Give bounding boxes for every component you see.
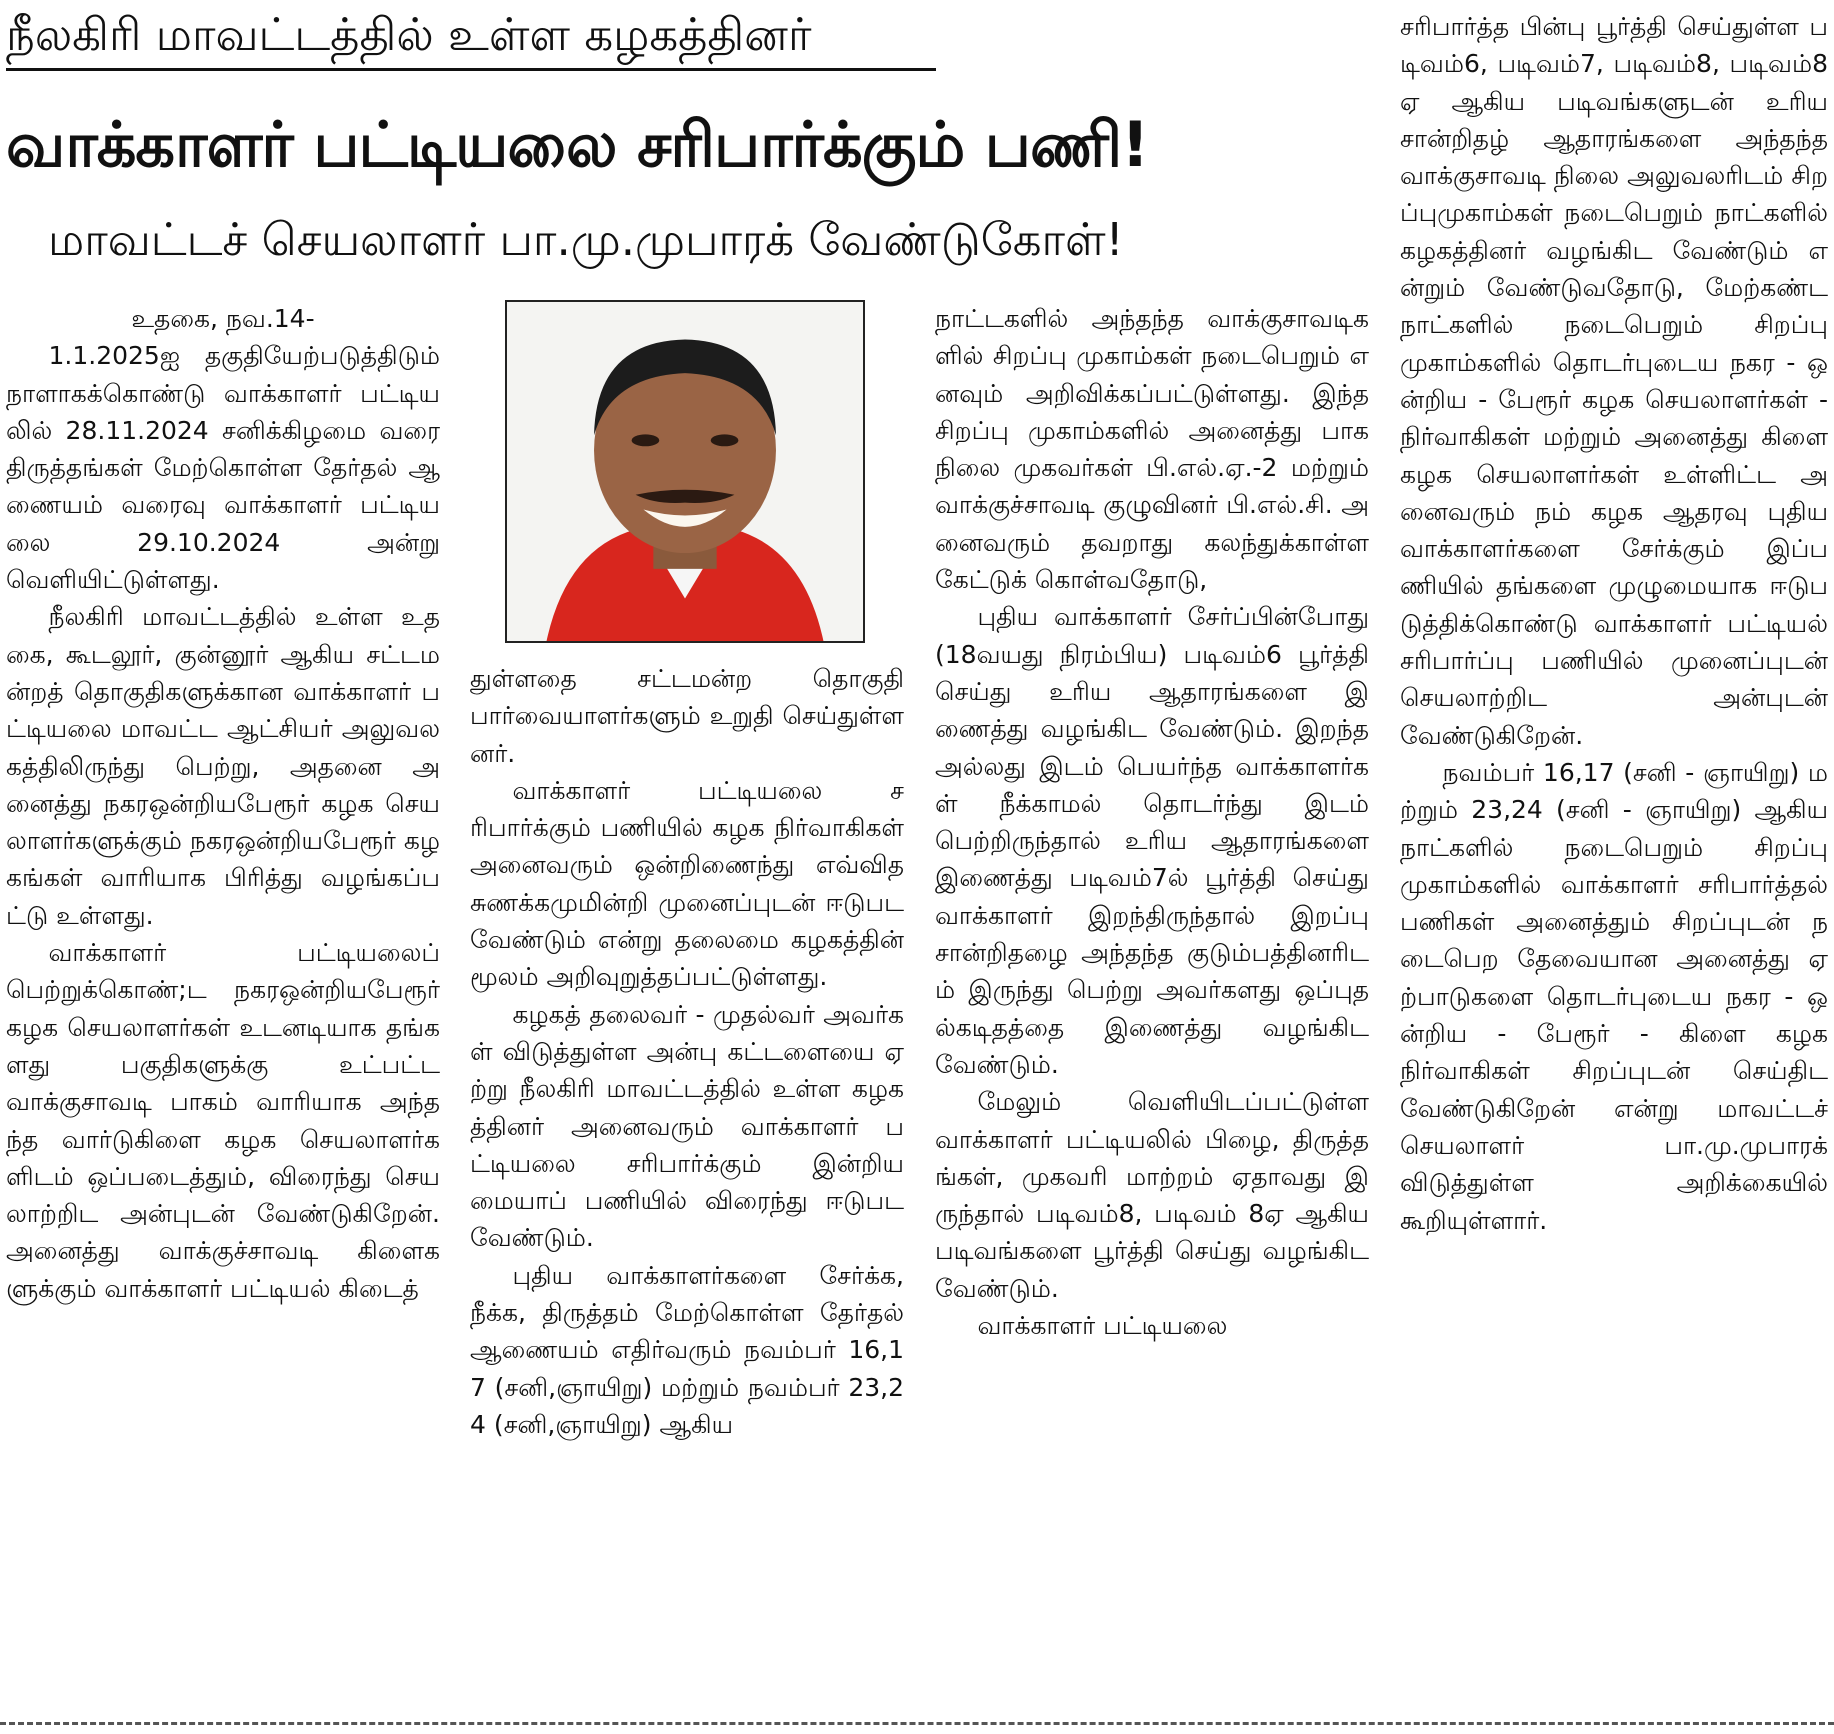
portrait-icon <box>507 302 863 641</box>
paragraph: கழகத் தலைவர் - முதல்வர் அவர்கள் விடுத்துள்ள அன்பு கட்டளையை ஏற்று நீலகிரி மாவட்டத்தில் உள்ள கழகத்தினர் அனைவரும் வாக்காளர் பட்டியலை சரிபார்க்கும் இன்றியமையாப் பணியில் விரைந்து ஈடுபட வேண்டும். <box>470 999 904 1253</box>
paragraph: துள்ளதை சட்டமன்ற தொகுதி பார்வையாளர்களும் உறுதி செய்துள்ளனர். <box>470 664 904 768</box>
paragraph: புதிய வாக்காளர்களை சேர்க்க, நீக்க, திருத்தம் மேற்கொள்ள தேர்தல் ஆணையம் எதிர்வரும் நவம்பர் 16,17 (சனி,ஞாயிறு) மற்றும் நவம்பர் 23,24 (சனி,ஞாயிறு) ஆகிய <box>470 1260 904 1439</box>
paragraph: நீலகிரி மாவட்டத்தில் உள்ள உதகை, கூடலூர், குன்னூர் ஆகிய சட்டமன்றத் தொகுதிகளுக்கான வாக்காளர் பட்டியலை மாவட்ட ஆட்சியர் அலுவலகத்திலிருந்து பெற்று, அதனை அனைத்து நகரஒன்றியபேரூர் கழக செயலாளர்களுக்கும் நகரஒன்றியபேரூர் கழகங்கள் வாரியாக பிரித்து வழங்கப்பட்டு உள்ளது. <box>6 602 440 930</box>
portrait-photo <box>505 300 865 643</box>
kicker-headline: நீலகிரி மாவட்டத்தில் உள்ள கழகத்தினர் <box>6 4 936 71</box>
article-column-2 <box>470 660 904 1715</box>
paragraph: சரிபார்த்த பின்பு பூர்த்தி செய்துள்ள படிவம்6, படிவம்7, படிவம்8, படிவம்8ஏ ஆகிய படிவங்களுடன் உரிய சான்றிதழ் ஆதாரங்களை அந்தந்த வாக்குசாவடி நிலை அலுவலரிடம் சிறப்புமுகாம்கள் நடைபெறும் நாட்களில் கழகத்தினர் வழங்கிட வேண்டும் என்றும் வேண்டுவதோடு, மேற்கண்ட நாட்களில் நடைபெறும் சிறப்பு முகாம்களில் தொடர்புடைய நகர - ஒன்றிய - பேரூர் கழக செயலாளர்கள் - நிர்வாகிகள் மற்றும் அனைத்து கிளை கழக செயலாளர்கள் உள்ளிட்ட அனைவரும் நம் கழக ஆதரவு புதிய வாக்காளர்களை சேர்க்கும் இப்பணியில் தங்களை முழுமையாக ஈடுபடுத்திக்கொண்டு வாக்காளர் பட்டியல் சரிபார்ப்பு பணியில் முனைப்புடன் செயலாற்றிட அன்புடன் வேண்டுகிறேன். <box>1400 12 1828 750</box>
paragraph: 1.1.2025ஐ தகுதியேற்படுத்திடும் நாளாகக்கொண்டு வாக்காளர் பட்டியலில் 28.11.2024 சனிக்கிழமை வரை திருத்தங்கள் மேற்கொள்ள தேர்தல் ஆணையம் வரைவு வாக்காளர் பட்டியலை 29.10.2024 அன்று வெளியிட்டுள்ளது. <box>6 341 440 595</box>
article-column-1 <box>6 300 440 1715</box>
paragraph: மேலும் வெளியிடப்பட்டுள்ள வாக்காளர் பட்டியலில் பிழை, திருத்தங்கள், முகவரி மாற்றம் ஏதாவது இருந்தால் படிவம்8, படிவம் 8ஏ ஆகிய படிவங்களை பூர்த்தி செய்து வழங்கிட வேண்டும். <box>935 1087 1369 1303</box>
sub-headline: மாவட்டச் செயலாளர் பா.மு.முபாரக் வேண்டுகோள்! <box>48 213 1124 266</box>
paragraph: நாட்டகளில் அந்தந்த வாக்குசாவடிகளில் சிறப்பு முகாம்கள் நடைபெறும் எனவும் அறிவிக்கப்பட்டுள்ளது. இந்த சிறப்பு முகாம்களில் அனைத்து பாக நிலை முகவர்கள் பி.எல்.ஏ.-2 மற்றும் வாக்குச்சாவடி குழுவினர் பி.எல்.சி. அனைவரும் தவறாது கலந்துக்காள்ள கேட்டுக் கொள்வதோடு, <box>935 304 1369 595</box>
paragraph: வாக்காளர் பட்டியலை <box>977 1311 1228 1341</box>
article-column-3 <box>935 300 1369 1715</box>
paragraph: நவம்பர் 16,17 (சனி - ஞாயிறு) மற்றும் 23,24 (சனி - ஞாயிறு) ஆகிய நாட்களில் நடைபெறும் சிறப்பு முகாம்களில் வாக்காளர் சரிபார்த்தல் பணிகள் அனைத்தும் சிறப்புடன் நடைபெற தேவையான அனைத்து ஏற்பாடுகளை தொடர்புடைய நகர - ஒன்றிய - பேரூர் - கிளை கழக நிர்வாகிகள் சிறப்புடன் செய்திட வேண்டுகிறேன் என்று மாவட்டச் செயலாளர் பா.மு.முபாரக் விடுத்துள்ள அறிக்கையில் கூறியுள்ளார். <box>1400 757 1828 1235</box>
paragraph: வாக்காளர் பட்டியலைப் பெற்றுக்கொண்;ட நகரஒன்றியபேரூர் கழக செயலாளர்கள் உடனடியாக தங்களது பகுதிகளுக்கு உட்பட்ட வாக்குசாவடி பாகம் வாரியாக அந்தந்த வார்டுகிளை கழக செயலாளர்களிடம் ஒப்படைத்தும், விரைந்து செயலாற்றிட அன்புடன் வேண்டுகிறேன். அனைத்து வாக்குச்சாவடி கிளைகளுக்கும் வாக்காளர் பட்டியல் கிடைத் <box>6 938 440 1303</box>
paragraph: புதிய வாக்காளர் சேர்ப்பின்போது (18வயது நிரம்பிய) படிவம்6 பூர்த்தி செய்து உரிய ஆதாரங்களை இணைத்து வழங்கிட வேண்டும். இறந்த அல்லது இடம் பெயர்ந்த வாக்காளர்கள் நீக்காமல் தொடர்ந்து இடம் பெற்றிருந்தால் உரிய ஆதாரங்களை இணைத்து படிவம்7ல் பூர்த்தி செய்து வாக்காளர் இறந்திருந்தால் இறப்பு சான்றிதழை அந்தந்த குடும்பத்தினரிடம் இருந்து பெற்று அவர்களது ஒப்புதல்கடிதத்தை இணைத்து வழங்கிட வேண்டும். <box>935 602 1369 1079</box>
article-column-4 <box>1400 8 1828 1715</box>
bottom-cut-line <box>0 1722 1834 1725</box>
main-headline: வாக்காளர் பட்டியலை சரிபார்க்கும் பணி! <box>6 108 1149 181</box>
paragraph: வாக்காளர் பட்டியலை சரிபார்க்கும் பணியில் கழக நிர்வாகிகள் அனைவரும் ஒன்றிணைந்து எவ்வித சுணக்கமுமின்றி முனைப்புடன் ஈடுபட வேண்டும் என்று தலைமை கழகத்தின் மூலம் அறிவுறுத்தப்பட்டுள்ளது. <box>470 775 904 992</box>
dateline: உதகை, நவ.14- <box>131 304 315 333</box>
